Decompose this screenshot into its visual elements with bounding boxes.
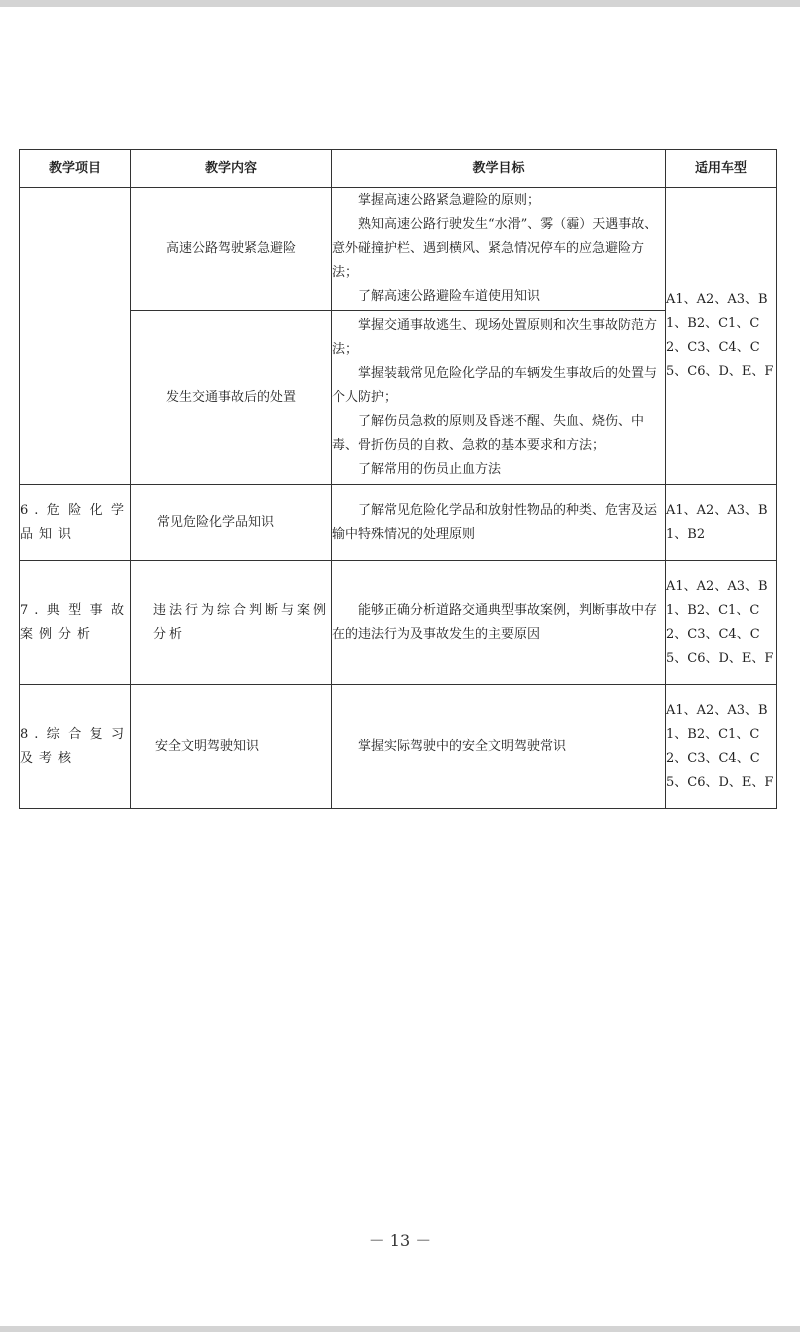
goal-line: 掌握交通事故逃生、现场处置原则和次生事故防范方法； (332, 317, 658, 357)
header-teaching-item: 教学项目 (20, 150, 131, 188)
top-edge-bar (0, 0, 800, 7)
goal-cell (332, 561, 666, 685)
vehicle-cell: A1、A2、A3、B1、B2 (666, 485, 777, 561)
table-row (20, 561, 777, 685)
table-row (20, 485, 777, 561)
item-cell: 7.典型事故案例分析 (20, 561, 131, 685)
goal-cell (332, 311, 666, 485)
table-row (20, 188, 777, 311)
header-teaching-goal: 教学目标 (332, 150, 666, 188)
goal-line: 掌握装载常见危险化学品的车辆发生事故后的处置与个人防护； (332, 365, 658, 405)
goal-line: 了解伤员急救的原则及昏迷不醒、失血、烧伤、中毒、骨折伤员的自救、急救的基本要求和方法； (332, 413, 645, 453)
item-cell: 8.综合复习及考核 (20, 685, 131, 809)
goal-cell (332, 685, 666, 809)
vehicle-cell: A1、A2、A3、B1、B2、C1、C2、C3、C4、C5、C6、D、E、F (666, 685, 777, 809)
content-cell: 常见危险化学品知识 (131, 485, 332, 561)
goal-line: 了解高速公路避险车道使用知识 (358, 289, 541, 304)
bottom-edge-bar (0, 1326, 800, 1332)
page-number: － 13 － (368, 1231, 432, 1250)
table-row (20, 685, 777, 809)
curriculum-table (19, 149, 777, 809)
header-vehicle-type: 适用车型 (666, 150, 777, 188)
vehicle-cell: A1、A2、A3、B1、B2、C1、C2、C3、C4、C5、C6、D、E、F (666, 188, 777, 485)
content-cell: 发生交通事故后的处置 (131, 311, 332, 485)
goal-line: 熟知高速公路行驶发生“水滑”、雾（霾）天遇事故、意外碰撞护栏、遇到横风、紧急情况停车的应急避险方法； (332, 217, 658, 280)
content-cell: 安全文明驾驶知识 (131, 685, 332, 809)
vehicle-cell: A1、A2、A3、B1、B2、C1、C2、C3、C4、C5、C6、D、E、F (666, 561, 777, 685)
goal-line: 掌握高速公路紧急避险的原则； (358, 193, 541, 208)
header-teaching-content: 教学内容 (131, 150, 332, 188)
goal-line: 掌握实际驾驶中的安全文明驾驶常识 (358, 738, 567, 754)
content-cell: 违法行为综合判断与案例分析 (131, 561, 332, 685)
goal-line: 了解常见危险化学品和放射性物品的种类、危害及运输中特殊情况的处理原则 (332, 502, 658, 542)
goal-cell (332, 188, 666, 311)
goal-cell (332, 485, 666, 561)
content-cell: 高速公路驾驶紧急避险 (131, 188, 332, 311)
goal-line: 能够正确分析道路交通典型事故案例，判断事故中存在的违法行为及事故发生的主要原因 (332, 602, 658, 642)
goal-line: 了解常用的伤员止血方法 (358, 461, 502, 477)
item-cell-continued (20, 188, 131, 485)
table-header-row (20, 150, 777, 188)
item-cell: 6.危险化学品知识 (20, 485, 131, 561)
table-row (20, 311, 777, 485)
